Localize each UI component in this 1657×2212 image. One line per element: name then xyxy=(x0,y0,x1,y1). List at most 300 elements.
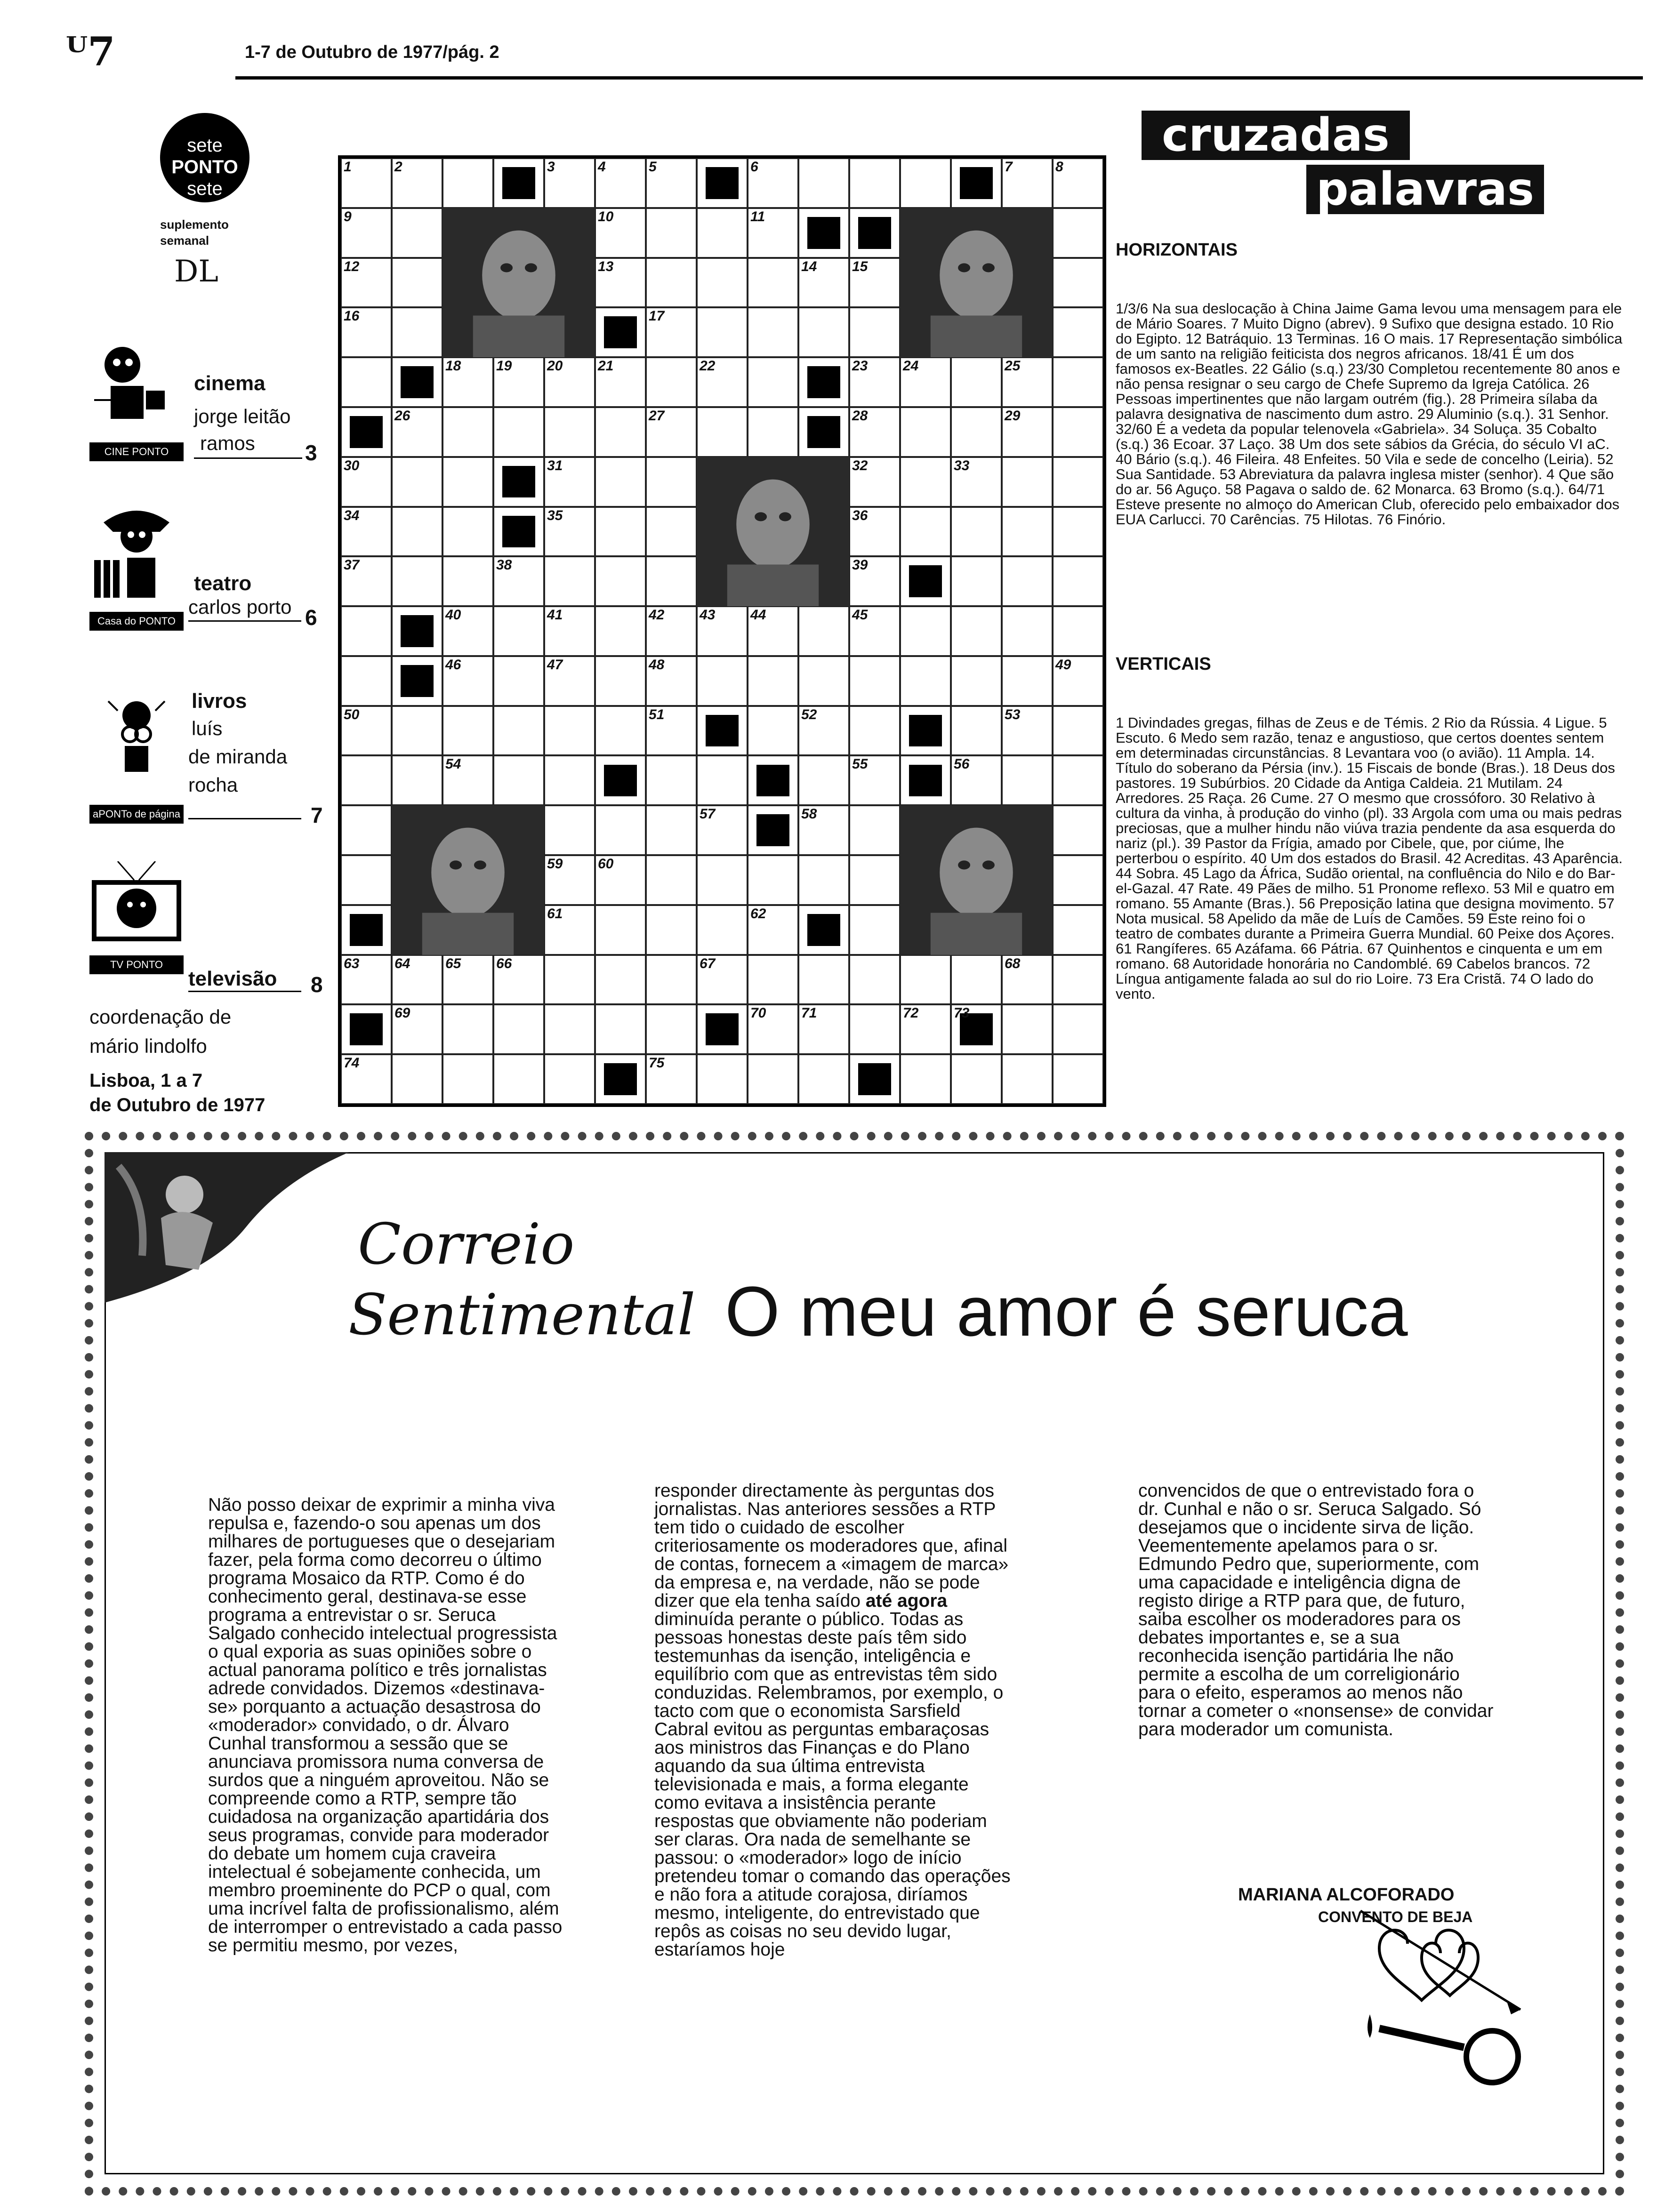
clue-number: 38 xyxy=(496,557,512,573)
section-author: ramos xyxy=(200,432,255,454)
grid-cell[interactable] xyxy=(697,407,748,457)
grid-cell[interactable] xyxy=(900,158,951,208)
section-author: luís xyxy=(192,717,223,739)
column-bold-text: até agora xyxy=(865,1591,948,1611)
grid-cell[interactable] xyxy=(442,706,493,756)
grid-cell[interactable] xyxy=(951,656,1002,706)
rule xyxy=(188,818,301,819)
grid-cell[interactable] xyxy=(951,507,1002,557)
grid-cell[interactable] xyxy=(748,955,798,1005)
clue-number: 22 xyxy=(700,358,716,374)
grid-cell[interactable] xyxy=(1002,656,1053,706)
clue-number: 60 xyxy=(598,856,614,872)
grid-cell[interactable] xyxy=(595,955,646,1005)
grid-cell[interactable] xyxy=(341,606,392,656)
grid-cell[interactable] xyxy=(595,1004,646,1054)
grid-cell[interactable] xyxy=(646,955,697,1005)
clue-number: 10 xyxy=(598,208,614,224)
grid-cell[interactable] xyxy=(392,307,442,357)
clue-number: 30 xyxy=(344,457,360,473)
grid-cell[interactable] xyxy=(849,1004,900,1054)
section-label-televisao[interactable]: televisão xyxy=(188,967,277,990)
grid-cell[interactable] xyxy=(493,1054,544,1104)
black-square xyxy=(401,366,433,398)
grid-cell[interactable] xyxy=(595,805,646,855)
grid-cell[interactable] xyxy=(1053,606,1103,656)
black-square xyxy=(604,765,636,797)
cinema-badge: CINE PONTO xyxy=(89,442,184,461)
clue-number: 35 xyxy=(547,507,563,523)
grid-cell[interactable] xyxy=(1002,606,1053,656)
tv-badge: TV PONTO xyxy=(89,955,184,974)
grid-cell[interactable] xyxy=(442,1004,493,1054)
supplement-line: semanal xyxy=(160,233,209,248)
black-square xyxy=(807,416,840,448)
grid-cell[interactable] xyxy=(595,457,646,507)
grid-cell[interactable] xyxy=(1002,507,1053,557)
clue-number: 4 xyxy=(598,159,606,175)
clue-number: 65 xyxy=(445,955,461,971)
dl-logo: DL xyxy=(174,254,218,289)
coordination-line: mário lindolfo xyxy=(89,1035,207,1057)
grid-cell[interactable] xyxy=(798,606,849,656)
grid-cell[interactable] xyxy=(392,457,442,507)
livros-mascot-icon xyxy=(89,692,184,795)
black-square xyxy=(350,416,382,448)
grid-cell[interactable] xyxy=(341,656,392,706)
black-square xyxy=(502,466,535,498)
clue-number: 19 xyxy=(496,358,512,374)
crossword-photo-portrait xyxy=(900,805,1053,954)
grid-cell[interactable] xyxy=(900,606,951,656)
clue-number: 18 xyxy=(445,358,461,374)
clue-number: 11 xyxy=(750,208,765,224)
clue-number: 37 xyxy=(344,557,360,573)
column-text xyxy=(654,1482,1012,1959)
clue-number: 27 xyxy=(649,408,665,424)
clue-number: 26 xyxy=(394,408,410,424)
grid-cell[interactable] xyxy=(392,507,442,557)
column-text-part: diminuída perante o público. Todas as pessoas honestas deste país têm sido testemunhas da isenção, inteligência e equilíbrio com que as entrevistas têm sido conduzidas. Relembramos, por exemplo, o tacto com que o economista Sarsfield Cabral evitou as perguntas embaraçosas aos ministros das Finanças e do Plano aquando da sua última entrevista televisionada e mais, a forma elegante como evitava a insistência perante respostas que obviamente não poderiam ser claras. Ora nada de semelhante se passou: o «moderador» logo de início pretendeu tomar o comando das operações e não fora a atitude corajosa, diríamos mesmo, inteligente, do entrevistado que repôs as coisas no seu devido lugar, estaríamos hoje xyxy=(654,1609,1011,1960)
grid-cell[interactable] xyxy=(1053,1004,1103,1054)
angel-illustration-icon xyxy=(105,1152,349,1303)
black-square xyxy=(502,516,535,548)
grid-cell[interactable] xyxy=(544,556,595,606)
clue-number: 39 xyxy=(852,557,868,573)
section-label-livros[interactable]: livros xyxy=(192,689,247,713)
clue-number: 54 xyxy=(445,756,461,772)
teatro-mascot-icon xyxy=(89,504,184,607)
black-square xyxy=(807,217,840,249)
tv-mascot-icon xyxy=(89,861,184,965)
section-page-number[interactable]: 7 xyxy=(311,803,323,827)
clue-number: 16 xyxy=(344,308,360,324)
section-author: rocha xyxy=(188,774,238,796)
clue-number: 6 xyxy=(750,159,758,175)
section-label-teatro[interactable]: teatro xyxy=(194,572,252,595)
grid-cell[interactable] xyxy=(1053,357,1103,407)
grid-cell[interactable] xyxy=(849,955,900,1005)
grid-cell[interactable] xyxy=(697,755,748,805)
dateline xyxy=(89,1068,265,1117)
clue-number: 44 xyxy=(750,607,766,623)
grid-cell[interactable] xyxy=(544,1054,595,1104)
clue-number: 7 xyxy=(1005,159,1013,175)
grid-cell[interactable] xyxy=(493,706,544,756)
grid-cell[interactable] xyxy=(595,606,646,656)
clues-horizontal-heading: HORIZONTAIS xyxy=(1116,240,1238,260)
grid-cell[interactable] xyxy=(1053,457,1103,507)
clue-number: 36 xyxy=(852,507,868,523)
clue-number: 23 xyxy=(852,358,868,374)
crossword-photo-portrait xyxy=(697,457,849,606)
grid-cell[interactable] xyxy=(1053,507,1103,557)
clue-number: 51 xyxy=(649,706,665,722)
section-label-cinema[interactable]: cinema xyxy=(194,372,265,395)
grid-cell[interactable] xyxy=(798,955,849,1005)
grid-cell[interactable] xyxy=(595,905,646,955)
clue-number: 71 xyxy=(801,1005,817,1021)
crossword-photo-portrait xyxy=(900,208,1053,357)
clue-number: 1 xyxy=(344,159,352,175)
grid-cell[interactable] xyxy=(798,307,849,357)
clue-number: 73 xyxy=(954,1005,970,1021)
grid-cell[interactable] xyxy=(748,407,798,457)
clue-number: 3 xyxy=(547,159,555,175)
grid-cell[interactable] xyxy=(646,1004,697,1054)
grid-cell[interactable] xyxy=(1053,955,1103,1005)
grid-cell[interactable] xyxy=(1053,755,1103,805)
clues-vertical-heading: VERTICAIS xyxy=(1116,654,1211,674)
grid-cell[interactable] xyxy=(493,407,544,457)
clue-number: 13 xyxy=(598,258,614,274)
section-author: de miranda xyxy=(188,745,288,768)
grid-cell[interactable] xyxy=(748,357,798,407)
grid-cell[interactable] xyxy=(951,606,1002,656)
black-square xyxy=(807,366,840,398)
column-text: Não posso deixar de exprimir a minha viva repulsa e, fazendo-o sou apenas um dos milhares de portugueses que o desejariam fazer, pela forma como decorreu o último programa Mosaico da RTP. Como é do conhecimento geral, destinava-se esse programa a entrevistar o sr. Seruca Salgado conhecido intelectual progressista o qual exporia as suas opiniões sobre o actual panorama político e três jornalistas adrede convidados. Dizemos «destinava-se» porquanto a actuação desastrosa do «moderador» convidado, o dr. Álvaro Cunhal transformou a sessão que se anunciava promissora numa conversa de surdos que a ninguém aproveitou. Não se compreende como a RTP, sempre tão cuidadosa na organização apartidária dos seus programas, convide para moderador do debate um homem cuja craveira intelectual é sobejamente conhecida, um membro proeminente do PCP o qual, com uma incrível falta de profissionalismo, além de interromper o entrevistado a cada passo se permitiu mesmo, por vezes, xyxy=(208,1495,563,1956)
correio-sentimental-rubric xyxy=(348,1210,696,1351)
grid-cell[interactable] xyxy=(849,855,900,905)
grid-cell[interactable] xyxy=(442,507,493,557)
section-page-number[interactable]: 6 xyxy=(305,605,317,630)
grid-cell[interactable] xyxy=(392,556,442,606)
grid-cell[interactable] xyxy=(1053,307,1103,357)
column-text-part: responder directamente às perguntas dos jornalistas. Nas anteriores sessões a RTP tem tido o cuidado de escolher criteriosamente os moderadores que, afinal de contas, fornecem a «imagem de marca» da empresa e, na verdade, não se pode dizer que ela tenha saído xyxy=(654,1481,1009,1611)
grid-cell[interactable] xyxy=(442,407,493,457)
clue-number: 9 xyxy=(344,208,352,224)
clue-number: 69 xyxy=(394,1005,410,1021)
grid-cell[interactable] xyxy=(442,556,493,606)
grid-cell[interactable] xyxy=(493,606,544,656)
crossword-title-cruzadas: cruzadas xyxy=(1142,111,1410,160)
clue-number: 62 xyxy=(750,906,766,922)
grid-cell[interactable] xyxy=(697,905,748,955)
grid-cell[interactable] xyxy=(849,905,900,955)
grid-cell[interactable] xyxy=(900,656,951,706)
grid-cell[interactable] xyxy=(646,258,697,308)
grid-cell[interactable] xyxy=(748,1054,798,1104)
black-square xyxy=(960,167,992,199)
clue-number: 46 xyxy=(445,657,461,673)
grid-cell[interactable] xyxy=(1053,407,1103,457)
clue-number: 58 xyxy=(801,806,817,822)
grid-cell[interactable] xyxy=(1002,556,1053,606)
black-square xyxy=(604,1063,636,1095)
section-author: jorge leitão xyxy=(194,405,291,427)
black-square xyxy=(502,167,535,199)
author-location: CONVENTO DE BEJA xyxy=(1318,1908,1473,1925)
clue-number: 72 xyxy=(903,1005,919,1021)
grid-cell[interactable] xyxy=(646,755,697,805)
grid-cell[interactable] xyxy=(951,407,1002,457)
grid-cell[interactable] xyxy=(442,158,493,208)
clue-number: 48 xyxy=(649,657,665,673)
black-square xyxy=(756,814,789,846)
clue-number: 29 xyxy=(1005,408,1021,424)
clue-number: 68 xyxy=(1005,955,1021,971)
clue-number: 53 xyxy=(1005,706,1021,722)
grid-cell[interactable] xyxy=(849,706,900,756)
grid-cell[interactable] xyxy=(798,1054,849,1104)
grid-cell[interactable] xyxy=(748,307,798,357)
black-square xyxy=(706,167,738,199)
crossword-photo-portrait xyxy=(442,208,595,357)
clue-number: 33 xyxy=(954,457,970,473)
grid-cell[interactable] xyxy=(900,407,951,457)
grid-cell[interactable] xyxy=(442,1054,493,1104)
black-square xyxy=(350,914,382,946)
crossword-title-palavras: palavras xyxy=(1306,165,1544,214)
grid-cell[interactable] xyxy=(493,755,544,805)
grid-cell[interactable] xyxy=(1053,208,1103,258)
clue-number: 50 xyxy=(344,706,360,722)
clue-number: 43 xyxy=(700,607,716,623)
clue-number: 32 xyxy=(852,457,868,473)
grid-cell[interactable] xyxy=(1053,905,1103,955)
grid-cell[interactable] xyxy=(849,656,900,706)
grid-cell[interactable] xyxy=(544,955,595,1005)
grid-cell[interactable] xyxy=(595,656,646,706)
grid-cell[interactable] xyxy=(392,706,442,756)
grid-cell[interactable] xyxy=(849,158,900,208)
rule xyxy=(188,991,301,992)
grid-cell[interactable] xyxy=(493,1004,544,1054)
grid-cell[interactable] xyxy=(392,1054,442,1104)
grid-cell[interactable] xyxy=(493,656,544,706)
grid-cell[interactable] xyxy=(900,457,951,507)
grid-cell[interactable] xyxy=(1053,855,1103,905)
teatro-badge: Casa do PONTO xyxy=(89,612,184,631)
grid-cell[interactable] xyxy=(341,357,392,407)
grid-cell[interactable] xyxy=(646,556,697,606)
rubric-line: Sentimental xyxy=(348,1282,696,1348)
grid-cell[interactable] xyxy=(646,905,697,955)
grid-cell[interactable] xyxy=(442,457,493,507)
grid-cell[interactable] xyxy=(1053,258,1103,308)
grid-cell[interactable] xyxy=(595,556,646,606)
coordination xyxy=(89,1002,231,1061)
clue-number: 66 xyxy=(496,955,512,971)
grid-cell[interactable] xyxy=(1002,755,1053,805)
clue-number: 5 xyxy=(649,159,657,175)
clue-number: 42 xyxy=(649,607,665,623)
grid-cell[interactable] xyxy=(595,507,646,557)
grid-cell[interactable] xyxy=(595,706,646,756)
grid-cell[interactable] xyxy=(646,805,697,855)
clue-number: 55 xyxy=(852,756,868,772)
black-square xyxy=(909,765,941,797)
grid-cell[interactable] xyxy=(341,855,392,905)
clue-number: 40 xyxy=(445,607,461,623)
article-column-3 xyxy=(1138,1482,1496,1739)
supplement-line: suplemento xyxy=(160,217,229,232)
grid-cell[interactable] xyxy=(951,706,1002,756)
grid-cell[interactable] xyxy=(392,258,442,308)
grid-cell[interactable] xyxy=(951,357,1002,407)
sete-ponto-sete-logo xyxy=(160,113,249,202)
logo-line: sete xyxy=(187,178,223,199)
black-square xyxy=(858,1063,891,1095)
grid-cell[interactable] xyxy=(798,656,849,706)
clue-number: 34 xyxy=(344,507,360,523)
coordination-line: coordenação de xyxy=(89,1006,232,1028)
black-square xyxy=(706,1013,738,1045)
grid-cell[interactable] xyxy=(697,855,748,905)
clues-vertical-text: 1 Divindades gregas, filhas de Zeus e de Témis. 2 Rio da Rússia. 4 Ligue. 5 Escuto. 6 Medo sem razão, tenaz e angustioso, que certos doentes sentem em determinadas circunstâncias. 8 Levantara voo (o avião). 11 Ampla. 14. Título do soberano da Pérsia (inv.). 15 Fiscais de bonde (Bras.). 18 Deus dos pastores. 19 Subúrbios. 20 Cidade da Antiga Caldeia. 21 Mutilam. 24 Arredores. 25 Raça. 26 Cume. 27 O mesmo que crossóforo. 30 Relativo à cultura da vinha, à produção do vinho (pl). 33 Argola com uma ou mais pedras preciosas, que a mulher hindu não viúva trazia pendente da asa esquerda do nariz (pl.). 39 Pastor da Frígia, amado por Cibele, que, por ciúme, lhe perterbou o espírito. 40 Um dos estados do Brasil. 42 Acreditas. 43 Aparência. 44 Sobra. 45 Lago da África, Sudão oriental, na confluência do Nilo e do Bar-el-Gazal. 47 Rate. 49 Pães de milho. 51 Pronome reflexo. 53 Mil e quatro em romano. 55 Amante (Bras.). 56 Preposição latina que designa movimento. 57 Nota musical. 58 Apelido da mãe de Luís de Camões. 59 Este reino foi o teatro de combates durante a Primeira Guerra Mundial. 60 Peixe dos Açores. 61 Rangíferes. 65 Azáfama. 66 Pátria. 67 Quinhentos e cinquenta e um em romano. 68 Autoridade honorária no Candomblé. 69 Cabelos brancos. 72 Língua antigamente falada ao sul do rio Loire. 73 Era Cristã. 74 O lado do vento. xyxy=(1116,714,1623,1002)
hearts-arrow-icon xyxy=(1351,1901,1549,2090)
clue-number: 56 xyxy=(954,756,970,772)
article-column-1 xyxy=(208,1496,566,1955)
grid-cell[interactable] xyxy=(900,1054,951,1104)
grid-cell[interactable] xyxy=(748,258,798,308)
grid-cell[interactable] xyxy=(849,805,900,855)
livros-badge: aPONTo de página xyxy=(89,805,184,824)
grid-cell[interactable] xyxy=(900,955,951,1005)
grid-cell[interactable] xyxy=(392,755,442,805)
clue-number: 49 xyxy=(1055,657,1071,673)
grid-cell[interactable] xyxy=(849,307,900,357)
black-square xyxy=(350,1013,382,1045)
grid-cell[interactable] xyxy=(646,357,697,407)
rule xyxy=(188,620,301,622)
clue-number: 47 xyxy=(547,657,563,673)
grid-cell[interactable] xyxy=(1053,805,1103,855)
grid-cell[interactable] xyxy=(697,258,748,308)
grid-cell[interactable] xyxy=(1002,1004,1053,1054)
header-rule xyxy=(235,76,1643,80)
clue-number: 70 xyxy=(750,1005,766,1021)
clue-number: 75 xyxy=(649,1055,665,1071)
clue-number: 14 xyxy=(801,258,817,274)
grid-cell[interactable] xyxy=(544,755,595,805)
clue-number: 52 xyxy=(801,706,817,722)
black-square xyxy=(807,914,840,946)
dateline-line: de Outubro de 1977 xyxy=(89,1095,265,1115)
clue-number: 15 xyxy=(852,258,868,274)
grid-cell[interactable] xyxy=(341,805,392,855)
clue-number: 31 xyxy=(547,457,563,473)
rule xyxy=(194,457,302,459)
black-square xyxy=(858,217,891,249)
clue-number: 45 xyxy=(852,607,868,623)
black-square xyxy=(909,565,941,597)
dateline-line: Lisboa, 1 a 7 xyxy=(89,1070,203,1091)
crossword-photo-portrait xyxy=(392,805,544,954)
black-square xyxy=(706,715,738,747)
clue-number: 21 xyxy=(598,358,614,374)
grid-cell[interactable] xyxy=(544,407,595,457)
grid-cell[interactable] xyxy=(1002,457,1053,507)
clue-number: 41 xyxy=(547,607,563,623)
grid-cell[interactable] xyxy=(1053,556,1103,606)
column-text: convencidos de que o entrevistado fora o dr. Cunhal e não o sr. Seruca Salgado. Só desejamos que o incidente sirva de lição. Veementemente apelamos para o sr. Edmundo Pedro que, superiormente, com uma capacidade e inteligência digna de registo dirige a RTP para que, de futuro, saiba escolher os moderadores para os debates importantes e, se a sua reconhecida isenção partidária lhe não permite a escolha de um correligionário para o efeito, esperamos ao menos não tornar a cometer o «nonsense» de convidar para moderador um comunista. xyxy=(1138,1481,1494,1739)
clue-number: 63 xyxy=(344,955,360,971)
grid-cell[interactable] xyxy=(646,457,697,507)
masthead-logo: ᵂ7 xyxy=(66,28,115,75)
black-square xyxy=(756,765,789,797)
clue-number: 74 xyxy=(344,1055,360,1071)
grid-cell[interactable] xyxy=(798,855,849,905)
clue-number: 24 xyxy=(903,358,919,374)
clue-number: 67 xyxy=(700,955,716,971)
grid-cell[interactable] xyxy=(697,208,748,258)
logo-line: PONTO xyxy=(171,157,238,177)
grid-cell[interactable] xyxy=(392,208,442,258)
grid-cell[interactable] xyxy=(544,805,595,855)
grid-cell[interactable] xyxy=(697,307,748,357)
crossword-grid xyxy=(338,155,1106,1107)
grid-cell[interactable] xyxy=(1053,706,1103,756)
grid-cell[interactable] xyxy=(697,656,748,706)
grid-cell[interactable] xyxy=(544,706,595,756)
grid-cell[interactable] xyxy=(748,855,798,905)
black-square xyxy=(604,316,636,348)
grid-cell[interactable] xyxy=(341,755,392,805)
grid-cell[interactable] xyxy=(951,1054,1002,1104)
clue-number: 64 xyxy=(394,955,410,971)
grid-cell[interactable] xyxy=(798,158,849,208)
grid-cell[interactable] xyxy=(1002,1054,1053,1104)
cinema-mascot-icon xyxy=(89,344,184,447)
grid-cell[interactable] xyxy=(595,407,646,457)
grid-cell[interactable] xyxy=(748,656,798,706)
grid-cell[interactable] xyxy=(544,1004,595,1054)
grid-cell[interactable] xyxy=(951,556,1002,606)
grid-cell[interactable] xyxy=(798,755,849,805)
grid-cell[interactable] xyxy=(646,855,697,905)
clue-number: 8 xyxy=(1055,159,1063,175)
black-square xyxy=(401,615,433,647)
grid-cell[interactable] xyxy=(646,208,697,258)
clue-number: 25 xyxy=(1005,358,1021,374)
black-square xyxy=(909,715,941,747)
grid-cell[interactable] xyxy=(1053,1054,1103,1104)
section-page-number[interactable]: 8 xyxy=(311,972,323,997)
article-headline: O meu amor é seruca xyxy=(725,1272,1408,1351)
clue-number: 20 xyxy=(547,358,563,374)
grid-cell[interactable] xyxy=(646,507,697,557)
section-author: carlos porto xyxy=(188,596,292,618)
grid-cell[interactable] xyxy=(748,706,798,756)
grid-cell[interactable] xyxy=(951,955,1002,1005)
clues-horizontal-text: 1/3/6 Na sua deslocação à China Jaime Gama levou uma mensagem para ele de Mário Soares. 7 Muito Digno (abrev). 9 Sufixo que designa estado. 10 Rio do Egipto. 12 Batráquio. 13 Terminas. 16 O mais. 17 Representação simbólica de um santo na religião feiticista dos negros africanos. 18/41 É um dos famosos ex-Beatles. 22 Gálio (s.q.) 23/30 Completou recentemente 80 anos e não pensa resignar o seu cargo de Chefe Supremo da Igreja Católica. 26 Pessoas impertinentes que não largam outrém (fig.). 28 Primeira sílaba da palavra designativa de nascimento dum astro. 29 Aluminio (s.q.). 31 Senhor. 32/60 É a vedeta da popular telenovela «Gabriela». 34 Soluça. 35 Cobalto (s.q.) 36 Ecoar. 37 Laço. 38 Um dos sete sábios da Grécia, do século VI aC. 40 Bário (s.q.). 46 Fileira. 48 Enfeites. 50 Vila e sede de concelho (Leiria). 52 Sua Santidade. 53 Abreviatura da palavra inglesa mister (senhor). 4 Que são do ar. 56 Aguço. 58 Pagava o saldo de. 62 Monarca. 63 Bromo (s.q.). 64/71 Esteve presente no almoço do American Club, oferecido pelo embaixador dos EUA Carlucci. 70 Carências. 75 Hilotas. 76 Finório. xyxy=(1116,300,1623,528)
grid-cell[interactable] xyxy=(697,1054,748,1104)
clue-number: 61 xyxy=(547,906,563,922)
issue-date-page: 1-7 de Outubro de 1977/pág. 2 xyxy=(245,42,499,62)
section-page-number[interactable]: 3 xyxy=(305,441,317,465)
grid-cell[interactable] xyxy=(900,507,951,557)
